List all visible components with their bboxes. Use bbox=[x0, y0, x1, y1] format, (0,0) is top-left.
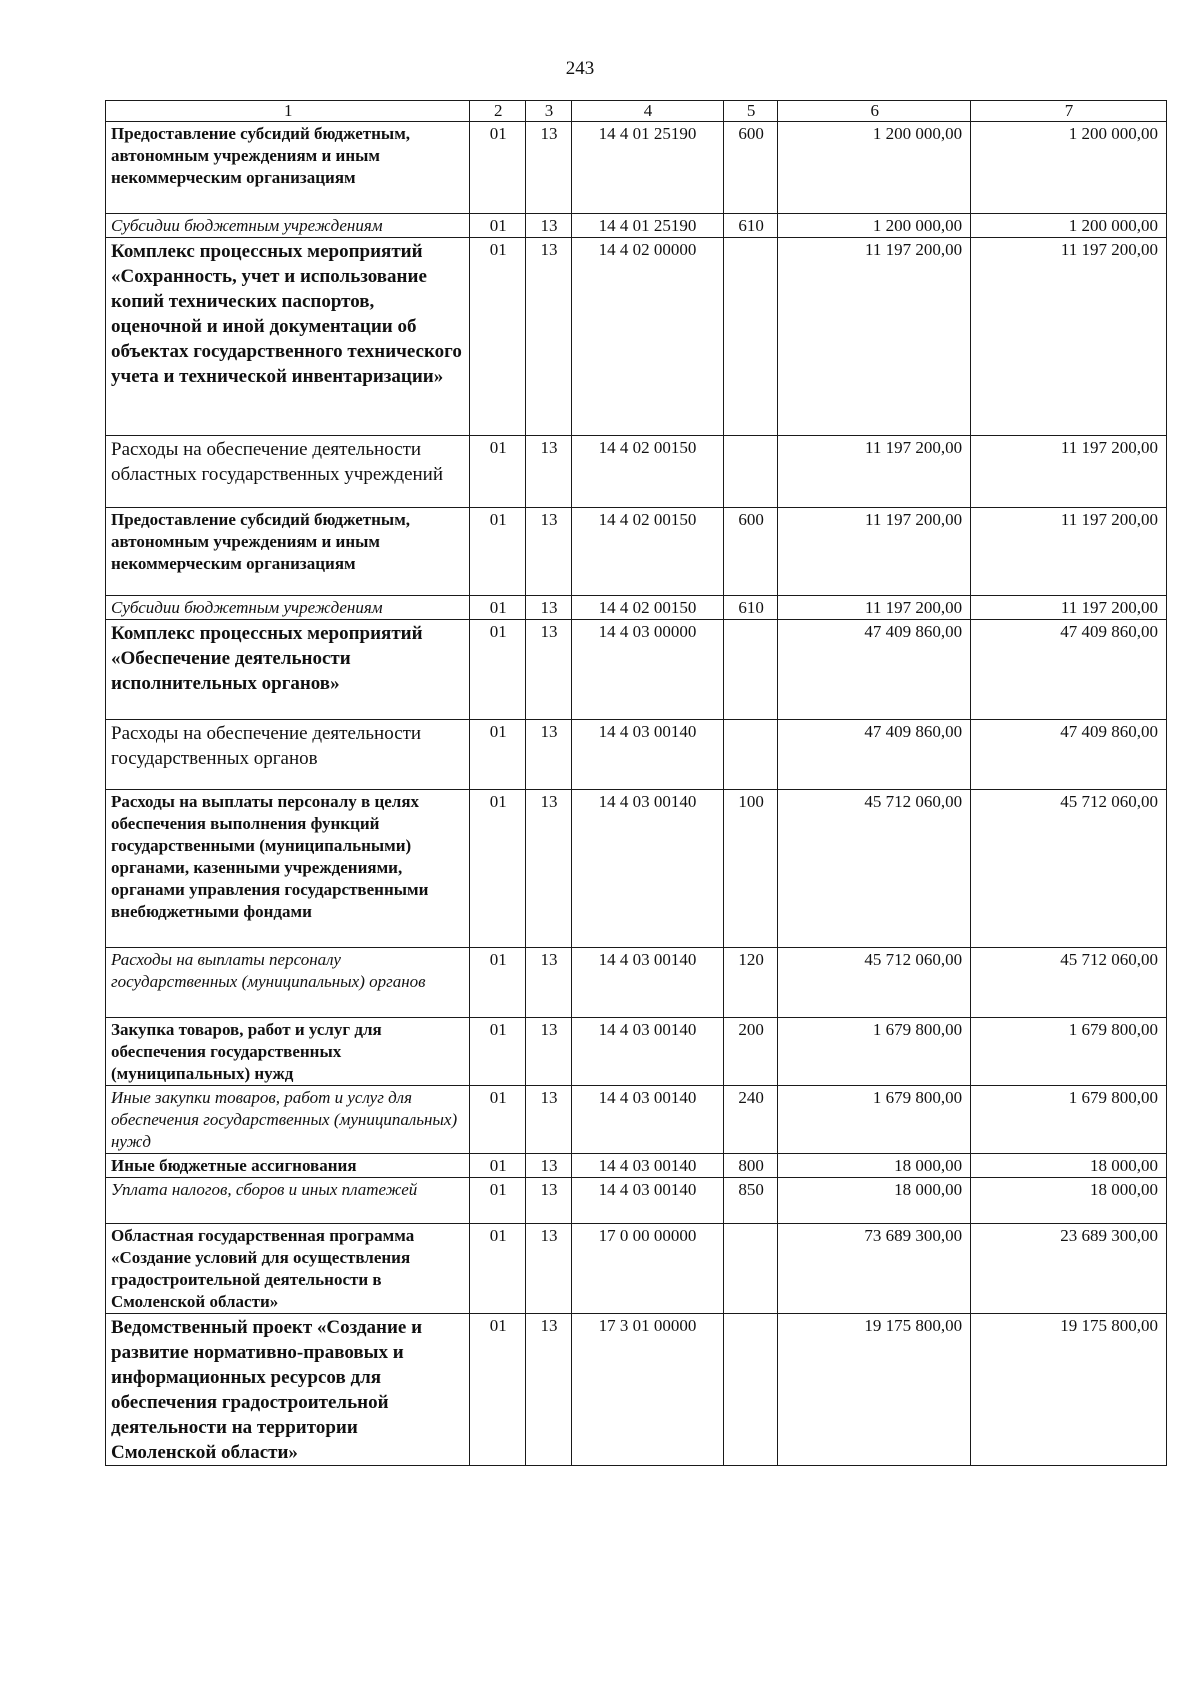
target-article-cell bbox=[572, 436, 724, 508]
amount-year-2-cell bbox=[971, 596, 1167, 620]
rz-code-cell bbox=[470, 620, 526, 720]
rz-code: 01 bbox=[489, 438, 507, 457]
rz-code-cell bbox=[470, 1178, 526, 1224]
pr-code: 13 bbox=[540, 1088, 558, 1107]
pr-code-cell bbox=[525, 720, 571, 790]
table-row bbox=[106, 596, 1167, 620]
target-article: 14 4 03 00140 bbox=[598, 1180, 697, 1199]
table-row bbox=[106, 790, 1167, 948]
budget-table bbox=[105, 100, 1167, 1466]
table-row bbox=[106, 1314, 1167, 1466]
amount-year-2: 11 197 200,00 bbox=[1060, 438, 1158, 457]
amount-year-2-cell bbox=[971, 238, 1167, 436]
row-name-cell bbox=[106, 720, 470, 790]
row-name-cell bbox=[106, 238, 470, 436]
target-article-cell bbox=[572, 1154, 724, 1178]
rz-code-cell bbox=[470, 508, 526, 596]
pr-code-cell bbox=[525, 1314, 571, 1466]
amount-year-2: 11 197 200,00 bbox=[1060, 598, 1158, 617]
target-article: 14 4 03 00140 bbox=[598, 950, 697, 969]
target-article: 14 4 02 00150 bbox=[598, 438, 697, 457]
amount-year-1: 45 712 060,00 bbox=[864, 792, 963, 811]
table-row bbox=[106, 436, 1167, 508]
column-number: 1 bbox=[106, 101, 470, 122]
table-row bbox=[106, 720, 1167, 790]
amount-year-1: 73 689 300,00 bbox=[864, 1226, 963, 1245]
row-name: Закупка товаров, работ и услуг для обеспечения государственных (муниципальных) нужд bbox=[111, 1020, 382, 1083]
rz-code-cell bbox=[470, 1314, 526, 1466]
amount-year-2: 1 200 000,00 bbox=[1068, 124, 1158, 143]
rz-code: 01 bbox=[489, 598, 507, 617]
amount-year-1: 18 000,00 bbox=[894, 1156, 963, 1175]
amount-year-1-cell bbox=[778, 1314, 971, 1466]
rz-code: 01 bbox=[489, 1316, 507, 1335]
expense-type-cell bbox=[723, 1086, 777, 1154]
rz-code: 01 bbox=[489, 1088, 507, 1107]
row-name-cell bbox=[106, 1178, 470, 1224]
expense-type-cell bbox=[723, 1178, 777, 1224]
rz-code: 01 bbox=[489, 1226, 507, 1245]
amount-year-2-cell bbox=[971, 1086, 1167, 1154]
target-article-cell bbox=[572, 720, 724, 790]
target-article-cell bbox=[572, 1314, 724, 1466]
amount-year-1-cell bbox=[778, 436, 971, 508]
column-number: 6 bbox=[778, 101, 971, 122]
amount-year-2-cell bbox=[971, 1224, 1167, 1314]
pr-code-cell bbox=[525, 948, 571, 1018]
amount-year-2-cell bbox=[971, 1178, 1167, 1224]
target-article-cell bbox=[572, 214, 724, 238]
pr-code-cell bbox=[525, 1178, 571, 1224]
amount-year-2-cell bbox=[971, 1018, 1167, 1086]
row-name: Предоставление субсидий бюджетным, автономным учреждениям и иным некоммерческим организациям bbox=[111, 124, 411, 187]
target-article: 14 4 01 25190 bbox=[598, 124, 697, 143]
amount-year-1-cell bbox=[778, 596, 971, 620]
amount-year-2: 45 712 060,00 bbox=[1060, 950, 1158, 969]
target-article: 14 4 03 00140 bbox=[598, 722, 697, 741]
column-number: 3 bbox=[525, 101, 571, 122]
rz-code: 01 bbox=[489, 792, 507, 811]
amount-year-1-cell bbox=[778, 214, 971, 238]
pr-code: 13 bbox=[540, 792, 558, 811]
pr-code-cell bbox=[525, 508, 571, 596]
target-article-cell bbox=[572, 948, 724, 1018]
amount-year-1: 11 197 200,00 bbox=[864, 510, 963, 529]
amount-year-2-cell bbox=[971, 720, 1167, 790]
pr-code: 13 bbox=[540, 1020, 558, 1039]
column-number-row bbox=[106, 101, 1167, 122]
row-name-cell bbox=[106, 1154, 470, 1178]
row-name: Расходы на обеспечение деятельности областных государственных учреждений bbox=[111, 439, 444, 485]
row-name: Комплекс процессных мероприятий «Обеспечение деятельности исполнительных органов» bbox=[111, 623, 423, 694]
amount-year-1: 1 200 000,00 bbox=[872, 124, 963, 143]
pr-code: 13 bbox=[540, 622, 558, 641]
row-name: Расходы на обеспечение деятельности государственных органов bbox=[111, 723, 422, 769]
target-article: 14 4 02 00000 bbox=[598, 240, 697, 259]
amount-year-2: 11 197 200,00 bbox=[1060, 510, 1158, 529]
rz-code-cell bbox=[470, 1086, 526, 1154]
target-article: 14 4 02 00150 bbox=[598, 598, 697, 617]
amount-year-1-cell bbox=[778, 948, 971, 1018]
amount-year-2-cell bbox=[971, 508, 1167, 596]
amount-year-1: 1 679 800,00 bbox=[872, 1020, 963, 1039]
pr-code: 13 bbox=[540, 1156, 558, 1175]
amount-year-1: 11 197 200,00 bbox=[864, 598, 963, 617]
target-article-cell bbox=[572, 122, 724, 214]
row-name-cell bbox=[106, 122, 470, 214]
amount-year-1-cell bbox=[778, 1178, 971, 1224]
target-article: 14 4 03 00000 bbox=[598, 622, 697, 641]
row-name-cell bbox=[106, 436, 470, 508]
amount-year-1-cell bbox=[778, 122, 971, 214]
pr-code-cell bbox=[525, 1224, 571, 1314]
row-name-cell bbox=[106, 790, 470, 948]
target-article-cell bbox=[572, 238, 724, 436]
pr-code-cell bbox=[525, 1086, 571, 1154]
amount-year-1-cell bbox=[778, 720, 971, 790]
rz-code-cell bbox=[470, 122, 526, 214]
target-article: 17 3 01 00000 bbox=[598, 1316, 697, 1335]
rz-code-cell bbox=[470, 948, 526, 1018]
target-article: 14 4 02 00150 bbox=[598, 510, 697, 529]
expense-type-cell bbox=[723, 620, 777, 720]
rz-code-cell bbox=[470, 1154, 526, 1178]
expense-type: 610 bbox=[738, 598, 764, 617]
amount-year-2: 18 000,00 bbox=[1090, 1180, 1158, 1199]
expense-type: 200 bbox=[738, 1020, 764, 1039]
expense-type: 600 bbox=[738, 510, 764, 529]
expense-type: 120 bbox=[738, 950, 764, 969]
amount-year-2: 18 000,00 bbox=[1090, 1156, 1158, 1175]
amount-year-1: 11 197 200,00 bbox=[864, 240, 963, 259]
expense-type: 240 bbox=[738, 1088, 764, 1107]
amount-year-1-cell bbox=[778, 508, 971, 596]
target-article: 14 4 03 00140 bbox=[598, 1156, 697, 1175]
column-number: 2 bbox=[470, 101, 526, 122]
pr-code-cell bbox=[525, 214, 571, 238]
amount-year-2: 1 679 800,00 bbox=[1068, 1088, 1158, 1107]
row-name-cell bbox=[106, 1314, 470, 1466]
amount-year-2-cell bbox=[971, 436, 1167, 508]
target-article-cell bbox=[572, 1178, 724, 1224]
pr-code: 13 bbox=[540, 240, 558, 259]
table-row bbox=[106, 122, 1167, 214]
expense-type-cell bbox=[723, 790, 777, 948]
target-article-cell bbox=[572, 1018, 724, 1086]
expense-type-cell bbox=[723, 436, 777, 508]
row-name-cell bbox=[106, 948, 470, 1018]
amount-year-2: 23 689 300,00 bbox=[1060, 1226, 1158, 1245]
target-article: 14 4 03 00140 bbox=[598, 1088, 697, 1107]
expense-type: 850 bbox=[738, 1180, 764, 1199]
amount-year-2-cell bbox=[971, 620, 1167, 720]
rz-code-cell bbox=[470, 720, 526, 790]
amount-year-1-cell bbox=[778, 1224, 971, 1314]
pr-code-cell bbox=[525, 1154, 571, 1178]
pr-code: 13 bbox=[540, 124, 558, 143]
expense-type-cell bbox=[723, 596, 777, 620]
row-name-cell bbox=[106, 1224, 470, 1314]
rz-code-cell bbox=[470, 596, 526, 620]
table-row bbox=[106, 214, 1167, 238]
amount-year-1-cell bbox=[778, 1086, 971, 1154]
table-row bbox=[106, 238, 1167, 436]
amount-year-2: 45 712 060,00 bbox=[1060, 792, 1158, 811]
expense-type-cell bbox=[723, 214, 777, 238]
rz-code: 01 bbox=[489, 1020, 507, 1039]
row-name: Расходы на выплаты персоналу в целях обеспечения выполнения функций государственными (муниципальными) органами, казенными учреждениями, органами управления государственными внебюджетными фондами bbox=[111, 792, 429, 921]
row-name: Иные бюджетные ассигнования bbox=[111, 1156, 357, 1175]
pr-code: 13 bbox=[540, 950, 558, 969]
amount-year-2-cell bbox=[971, 948, 1167, 1018]
row-name: Ведомственный проект «Создание и развитие нормативно-правовых и информационных ресурсов для обеспечения градостроительной деятельности на территории Смоленской области» bbox=[111, 1317, 423, 1463]
rz-code-cell bbox=[470, 214, 526, 238]
table-row bbox=[106, 1086, 1167, 1154]
pr-code: 13 bbox=[540, 1226, 558, 1245]
pr-code-cell bbox=[525, 122, 571, 214]
amount-year-2: 47 409 860,00 bbox=[1060, 622, 1158, 641]
row-name: Областная государственная программа «Создание условий для осуществления градостроительной деятельности в Смоленской области» bbox=[111, 1226, 415, 1311]
amount-year-1: 11 197 200,00 bbox=[864, 438, 963, 457]
row-name: Иные закупки товаров, работ и услуг для обеспечения государственных (муниципальных) нужд bbox=[111, 1088, 458, 1151]
amount-year-2-cell bbox=[971, 1154, 1167, 1178]
target-article: 17 0 00 00000 bbox=[598, 1226, 697, 1245]
row-name-cell bbox=[106, 1086, 470, 1154]
rz-code-cell bbox=[470, 1018, 526, 1086]
table-row bbox=[106, 948, 1167, 1018]
amount-year-1: 45 712 060,00 bbox=[864, 950, 963, 969]
target-article: 14 4 03 00140 bbox=[598, 792, 697, 811]
amount-year-2: 1 200 000,00 bbox=[1068, 216, 1158, 235]
rz-code: 01 bbox=[489, 1180, 507, 1199]
amount-year-1: 47 409 860,00 bbox=[864, 622, 963, 641]
target-article: 14 4 03 00140 bbox=[598, 1020, 697, 1039]
amount-year-1-cell bbox=[778, 1154, 971, 1178]
row-name: Уплата налогов, сборов и иных платежей bbox=[111, 1180, 418, 1199]
amount-year-2: 47 409 860,00 bbox=[1060, 722, 1158, 741]
table-row bbox=[106, 1154, 1167, 1178]
rz-code: 01 bbox=[489, 216, 507, 235]
row-name: Комплекс процессных мероприятий «Сохранность, учет и использование копий технических паспортов, оценочной и иной документации об объектах государственного технического учета и технической инвентаризации» bbox=[111, 241, 462, 387]
pr-code: 13 bbox=[540, 722, 558, 741]
rz-code: 01 bbox=[489, 1156, 507, 1175]
expense-type-cell bbox=[723, 508, 777, 596]
row-name-cell bbox=[106, 1018, 470, 1086]
table-row bbox=[106, 1018, 1167, 1086]
amount-year-2: 11 197 200,00 bbox=[1060, 240, 1158, 259]
rz-code-cell bbox=[470, 1224, 526, 1314]
page-number: 243 bbox=[565, 58, 595, 79]
amount-year-2-cell bbox=[971, 790, 1167, 948]
target-article: 14 4 01 25190 bbox=[598, 216, 697, 235]
row-name-cell bbox=[106, 596, 470, 620]
target-article-cell bbox=[572, 596, 724, 620]
expense-type-cell bbox=[723, 122, 777, 214]
row-name: Расходы на выплаты персоналу государственных (муниципальных) органов bbox=[111, 950, 426, 991]
pr-code: 13 bbox=[540, 438, 558, 457]
expense-type-cell bbox=[723, 1314, 777, 1466]
target-article-cell bbox=[572, 790, 724, 948]
target-article-cell bbox=[572, 1224, 724, 1314]
amount-year-1: 18 000,00 bbox=[894, 1180, 963, 1199]
column-number: 4 bbox=[572, 101, 724, 122]
amount-year-1: 19 175 800,00 bbox=[864, 1316, 963, 1335]
table-row bbox=[106, 1224, 1167, 1314]
column-number: 7 bbox=[971, 101, 1167, 122]
rz-code: 01 bbox=[489, 124, 507, 143]
pr-code: 13 bbox=[540, 216, 558, 235]
row-name-cell bbox=[106, 214, 470, 238]
expense-type-cell bbox=[723, 720, 777, 790]
row-name-cell bbox=[106, 620, 470, 720]
expense-type-cell bbox=[723, 1018, 777, 1086]
amount-year-1: 1 200 000,00 bbox=[872, 216, 963, 235]
target-article-cell bbox=[572, 508, 724, 596]
pr-code: 13 bbox=[540, 598, 558, 617]
row-name: Субсидии бюджетным учреждениям bbox=[111, 216, 383, 235]
pr-code-cell bbox=[525, 596, 571, 620]
pr-code: 13 bbox=[540, 510, 558, 529]
rz-code-cell bbox=[470, 790, 526, 948]
expense-type: 610 bbox=[738, 216, 764, 235]
expense-type-cell bbox=[723, 1154, 777, 1178]
rz-code: 01 bbox=[489, 240, 507, 259]
pr-code-cell bbox=[525, 238, 571, 436]
amount-year-2-cell bbox=[971, 1314, 1167, 1466]
amount-year-2: 1 679 800,00 bbox=[1068, 1020, 1158, 1039]
rz-code: 01 bbox=[489, 622, 507, 641]
row-name: Предоставление субсидий бюджетным, автономным учреждениям и иным некоммерческим организациям bbox=[111, 510, 411, 573]
table-row bbox=[106, 620, 1167, 720]
expense-type-cell bbox=[723, 948, 777, 1018]
pr-code: 13 bbox=[540, 1180, 558, 1199]
rz-code-cell bbox=[470, 436, 526, 508]
table-row bbox=[106, 1178, 1167, 1224]
row-name: Субсидии бюджетным учреждениям bbox=[111, 598, 383, 617]
column-number: 5 bbox=[723, 101, 777, 122]
expense-type: 600 bbox=[738, 124, 764, 143]
expense-type-cell bbox=[723, 1224, 777, 1314]
amount-year-2-cell bbox=[971, 214, 1167, 238]
pr-code-cell bbox=[525, 436, 571, 508]
table-row bbox=[106, 508, 1167, 596]
amount-year-1: 47 409 860,00 bbox=[864, 722, 963, 741]
rz-code-cell bbox=[470, 238, 526, 436]
rz-code: 01 bbox=[489, 950, 507, 969]
expense-type-cell bbox=[723, 238, 777, 436]
amount-year-1: 1 679 800,00 bbox=[872, 1088, 963, 1107]
amount-year-1-cell bbox=[778, 790, 971, 948]
pr-code-cell bbox=[525, 790, 571, 948]
pr-code-cell bbox=[525, 620, 571, 720]
target-article-cell bbox=[572, 1086, 724, 1154]
pr-code-cell bbox=[525, 1018, 571, 1086]
amount-year-1-cell bbox=[778, 238, 971, 436]
pr-code: 13 bbox=[540, 1316, 558, 1335]
rz-code: 01 bbox=[489, 510, 507, 529]
amount-year-2: 19 175 800,00 bbox=[1060, 1316, 1158, 1335]
amount-year-2-cell bbox=[971, 122, 1167, 214]
target-article-cell bbox=[572, 620, 724, 720]
row-name-cell bbox=[106, 508, 470, 596]
amount-year-1-cell bbox=[778, 620, 971, 720]
expense-type: 100 bbox=[738, 792, 764, 811]
rz-code: 01 bbox=[489, 722, 507, 741]
amount-year-1-cell bbox=[778, 1018, 971, 1086]
expense-type: 800 bbox=[738, 1156, 764, 1175]
